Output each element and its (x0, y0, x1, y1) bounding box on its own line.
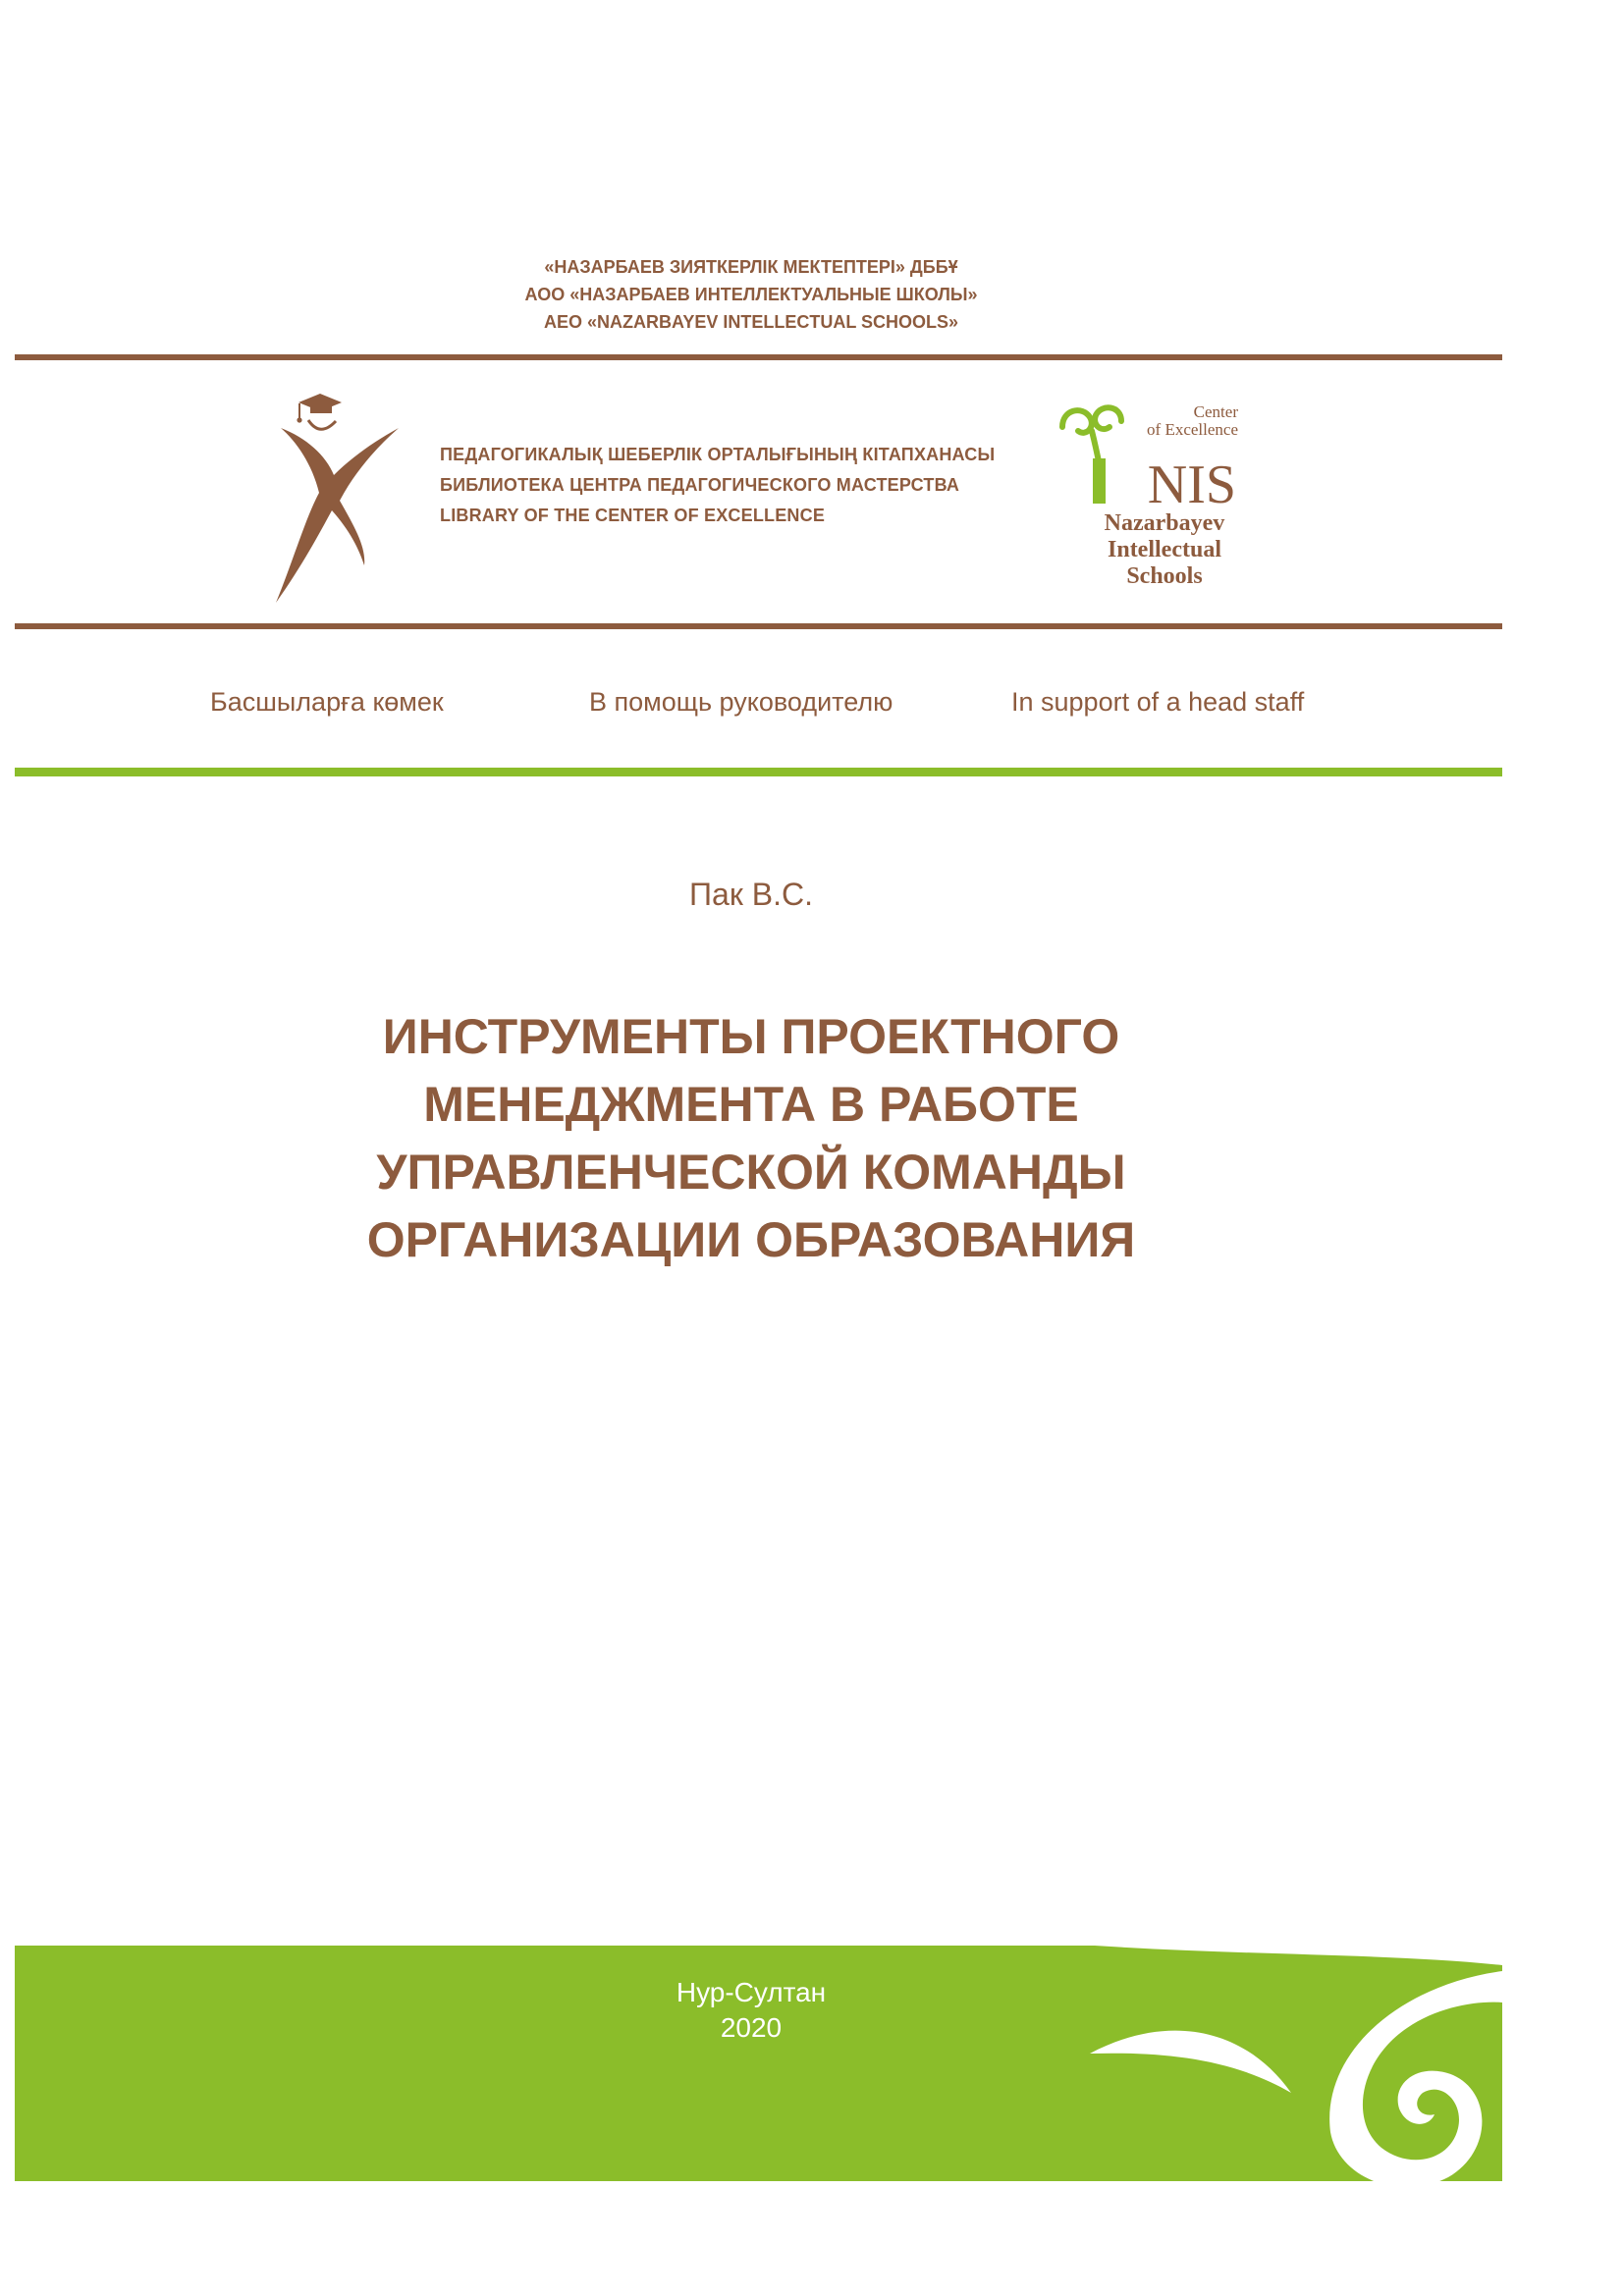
graduate-figure-logo (273, 391, 401, 609)
nis-logo-name-line-3: Schools (1126, 563, 1203, 584)
library-name-ru: БИБЛИОТЕКА ЦЕНТРА ПЕДАГОГИЧЕСКОГО МАСТЕРСТВА (440, 475, 960, 495)
book-title (0, 1003, 1502, 1274)
nis-logo-name-line-2: Intellectual (1108, 537, 1221, 562)
organization-name-ru: АОО «НАЗАРБАЕВ ИНТЕЛЛЕКТУАЛЬНЫЕ ШКОЛЫ» (524, 285, 978, 304)
nis-logo-excellence-text: of Excellence (1147, 420, 1238, 439)
organization-name-en: AEO «NAZARBAYEV INTELLECTUAL SCHOOLS» (543, 312, 959, 332)
publication-year: 2020 (720, 2012, 783, 2043)
green-divider (15, 768, 1502, 776)
library-name-kz: ПЕДАГОГИКАЛЫҚ ШЕБЕРЛІК ОРТАЛЫҒЫНЫҢ КІТАПХАНАСЫ (440, 445, 996, 464)
author-name: Пак В.С. (689, 877, 813, 912)
title-line-1: ИНСТРУМЕНТЫ ПРОЕКТНОГО (382, 1009, 1120, 1064)
organization-header (0, 253, 1502, 336)
library-name-en: LIBRARY OF THE CENTER OF EXCELLENCE (440, 506, 826, 525)
top-divider (15, 354, 1502, 360)
title-line-4: ОРГАНИЗАЦИИ ОБРАЗОВАНИЯ (366, 1212, 1136, 1267)
title-line-3: УПРАВЛЕНЧЕСКОЙ КОМАНДЫ (376, 1145, 1126, 1200)
publication-info (0, 1975, 1502, 2046)
library-block (440, 440, 995, 531)
nis-center-of-excellence-logo (1056, 398, 1243, 584)
series-tagline-kz: Басшыларға көмек (210, 687, 444, 717)
organization-name-kz: «НАЗАРБАЕВ ЗИЯТКЕРЛІК МЕКТЕПТЕРІ» ДББҰ (544, 257, 958, 277)
nis-logo-acronym: NIS (1147, 454, 1236, 515)
title-line-2: МЕНЕДЖМЕНТА В РАБОТЕ (423, 1077, 1079, 1132)
middle-divider (15, 623, 1502, 629)
nis-logo-center-text: Center (1193, 402, 1238, 421)
series-tagline-ru: В помощь руководителю (589, 687, 893, 717)
publication-city: Нур-Султан (676, 1977, 827, 2007)
nis-logo-name-line-1: Nazarbayev (1104, 510, 1225, 536)
series-tagline-en: In support of a head staff (1011, 687, 1305, 717)
